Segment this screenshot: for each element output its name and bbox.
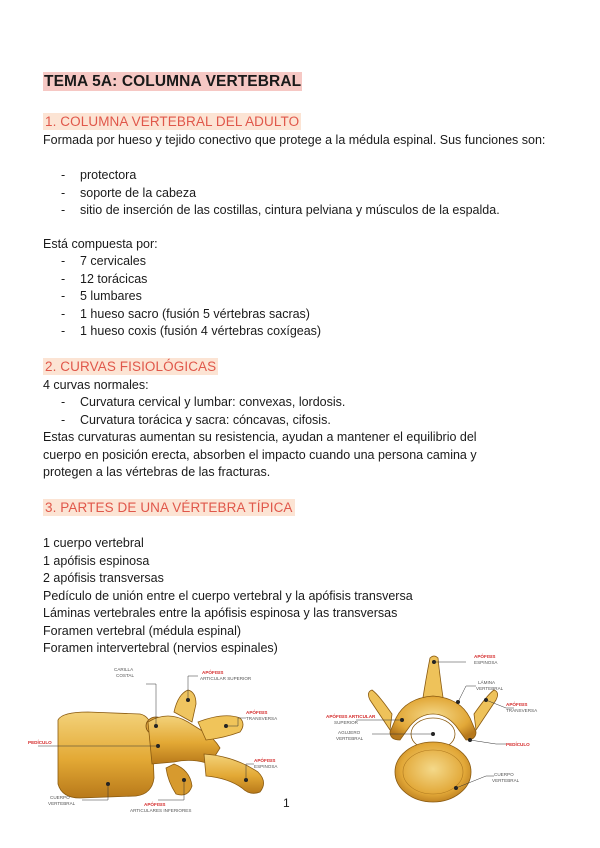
composition-intro: Está compuesta por: (43, 237, 158, 251)
list-item: Pedículo de unión entre el cuerpo vertebral y la apófisis transversa (43, 588, 413, 603)
list-item: 2 apófisis transversas (43, 571, 164, 585)
label-apofisis-inf: APÓFISIS (144, 802, 166, 807)
list-item: Foramen intervertebral (nervios espinales) (43, 641, 278, 655)
list-item: - 1 hueso sacro (fusión 5 vértebras sacras) (58, 306, 321, 324)
section-3-heading: 3. PARTES DE UNA VÉRTEBRA TÍPICA (45, 500, 293, 515)
label-apofisis-trans: APÓFISIS (246, 710, 268, 715)
label-r-vertebral: VERTEBRAL (476, 686, 504, 691)
list-item: - 5 lumbares (58, 288, 321, 306)
section-2-paragraph: Estas curvaturas aumentan su resistencia, ayudan a mantener el equilibrio del cuerpo en posición erecta, absorben el impacto cuando una persona camina y protegen a las vértebras de las fracturas. (43, 430, 477, 479)
functions-list (58, 167, 500, 220)
label-costal: COSTAL (116, 673, 135, 678)
label-pediculo: PEDÍCULO (28, 740, 52, 745)
label-carilla: CARILLA (114, 667, 134, 672)
vertebra-lateral-illustration (28, 660, 290, 820)
section-2-intro: 4 curvas normales: (43, 378, 149, 392)
page-title: TEMA 5A: COLUMNA VERTEBRAL (44, 73, 302, 90)
label-r-vertebral-agujero: VERTEBRAL (336, 736, 364, 741)
list-item: 1 cuerpo vertebral (43, 536, 144, 550)
label-apofisis-esp: APÓFISIS (254, 758, 276, 763)
list-item: Láminas vertebrales entre la apófisis espinosa y las transversas (43, 606, 398, 620)
label-r-agujero: AGUJERO (338, 730, 361, 735)
list-item: Foramen vertebral (médula espinal) (43, 623, 242, 638)
composition-list (58, 253, 321, 341)
list-item: - 7 cervicales (58, 253, 321, 271)
label-espinosa: ESPINOSA (254, 764, 278, 769)
list-item: - Curvatura cervical y lumbar: convexas, lordosis. (58, 394, 345, 412)
label-apofisis-sup: APÓFISIS (202, 670, 224, 675)
section-2-heading: 2. CURVAS FISIOLÓGICAS (45, 359, 217, 374)
parts-list (43, 535, 563, 658)
page-number: 1 (283, 796, 290, 810)
label-r-superior: SUPERIOR (334, 720, 358, 725)
list-item: - 1 hueso coxis (fusión 4 vértebras coxígeas) (58, 323, 321, 341)
section-1-intro: Formada por hueso y tejido conectivo que protege a la médula espinal. Sus funciones son: (43, 133, 546, 147)
label-r-apofisis-art: APÓFISIS ARTICULAR (326, 714, 376, 719)
list-item: - soporte de la cabeza (58, 185, 500, 203)
label-transversa: TRANSVERSA (246, 716, 278, 721)
label-cuerpo: CUERPO (50, 795, 70, 800)
section-1-heading: 1. COLUMNA VERTEBRAL DEL ADULTO (45, 114, 300, 129)
label-r-apofisis-trans: APÓFISIS (506, 702, 528, 707)
vertebra-superior-illustration (326, 648, 556, 808)
label-r-apofisis-esp: APÓFISIS (474, 654, 496, 659)
label-r-lamina: LÁMINA (478, 680, 496, 685)
list-item: - 12 torácicas (58, 271, 321, 289)
label-articular-superior: ARTICULAR SUPERIOR (200, 676, 252, 681)
label-r-transversa: TRANSVERSA (506, 708, 538, 713)
curves-list (58, 394, 345, 429)
list-item: - Curvatura torácica y sacra: cóncavas, cifosis. (58, 412, 345, 430)
list-item: 1 apófisis espinosa (43, 553, 150, 568)
label-articulares-inferiores: ARTICULARES INFERIORES (130, 808, 192, 813)
label-r-vertebral-cuerpo: VERTEBRAL (492, 778, 520, 783)
label-r-pediculo: PEDÍCULO (506, 742, 530, 747)
label-r-cuerpo: CUERPO (494, 772, 514, 777)
label-r-espinosa: ESPINOSA (474, 660, 498, 665)
label-vertebral: VERTEBRAL (48, 801, 76, 806)
list-item: - protectora (58, 167, 500, 185)
list-item: - sitio de inserción de las costillas, cintura pelviana y músculos de la espalda. (58, 202, 500, 220)
